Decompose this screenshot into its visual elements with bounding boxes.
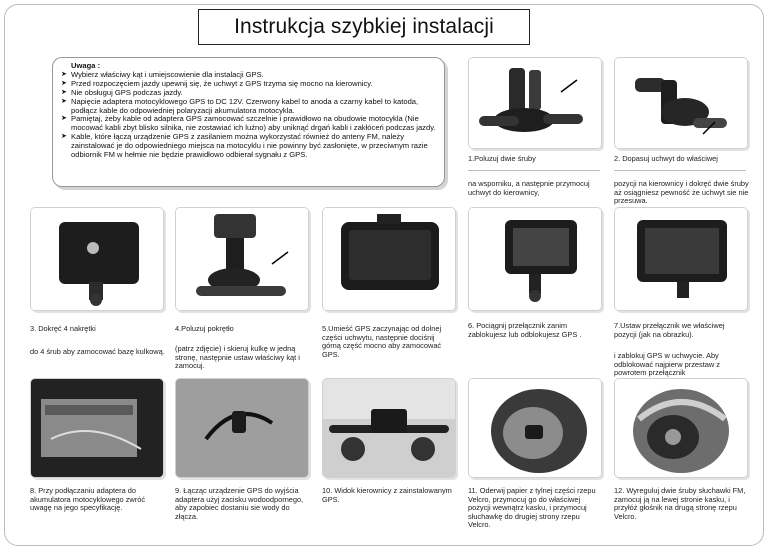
warning-box (52, 57, 445, 187)
photo-step-5-gps-unit (322, 207, 456, 311)
caption-step-1: 1.Poluzuj dwie śruby (468, 154, 536, 163)
page-title: Instrukcja szybkiej instalacji (198, 9, 530, 45)
bullet-arrow-icon: ➤ (61, 88, 67, 96)
warning-item: ➤ Napięcie adaptera motocyklowego GPS to DC 12V. Czerwony kabel to anoda a czarny kabel to katoda, podłącz kable do odpowiedniej polaryzacji akumulatora motocykla. (61, 96, 419, 115)
warning-item: ➤ Kable, które łączą urządzenie GPS z zasilaniem można wykorzystać również do anteny FM, należy zainstalować je do odpowiedniego miejsca na motocyklu i nie powinny być zasłonięte, w przeciwnym razie odbiornik FM w hełmie nie będzie prawidłowo odbierał sygnału z GPS. (61, 132, 428, 160)
photo-step-9-connector (175, 378, 309, 478)
photo-step-6-switch (468, 207, 602, 311)
caption-step-4: 4.Poluzuj pokrętło (175, 324, 234, 333)
caption-step-2: 2. Dopasuj uchwyt do właściwej (614, 154, 718, 163)
caption-step-8: 8. Przy podłączaniu adaptera do akumulatora motocyklowego zwróć uwagę na jego specyfikację. (30, 486, 146, 513)
photo-step-12-helmet-speaker (614, 378, 748, 478)
photo-step-11-helmet (468, 378, 602, 478)
photo-step-7-locked (614, 207, 748, 311)
photo-step-2-bracket (614, 57, 748, 149)
divider (468, 170, 600, 171)
caption-step-4-continued: (patrz zdjęcie) i skieruj kulkę w jedną stronę, następnie ustaw właściwy kąt i zamocuj. (175, 344, 300, 371)
caption-step-7: 7.Ustaw przełącznik we właściwej pozycji (jak na obrazku). (614, 321, 725, 339)
caption-step-3: 3. Dokręć 4 nakrętki (30, 324, 96, 333)
warning-item: ➤ Pamiętaj, żeby kable od adaptera GPS zamocować szczelnie i prawidłowo na obudowie motocykla (Nie mocować kabli zbyt blisko silnika, nie zostawiać ich luźno) aby uniknąć drgań kabli i zakłóceń podczas jazdy. (61, 114, 436, 133)
caption-step-1-continued: na wsporniku, a następnie przymocuj uchwyt do kierownicy, (468, 179, 590, 197)
bullet-arrow-icon: ➤ (61, 133, 67, 141)
bullet-arrow-icon: ➤ (61, 97, 67, 105)
caption-step-7-continued: i zablokuj GPS w uchwycie. Aby odblokować najpierw przestaw z powrotem przełącznik (614, 351, 720, 378)
bullet-arrow-icon: ➤ (61, 79, 67, 87)
photo-step-4-knob (175, 207, 309, 311)
photo-step-3-ball-mount (30, 207, 164, 311)
warning-item: ➤ Nie obsługuj GPS podczas jazdy. (61, 87, 183, 97)
caption-step-3-continued: do 4 śrub aby zamocować bazę kulkową. (30, 347, 165, 356)
divider (614, 170, 746, 171)
photo-step-1-bracket (468, 57, 602, 149)
bullet-arrow-icon: ➤ (61, 115, 67, 123)
caption-step-2-continued: pozycji na kierownicy i dokręć dwie śruby aż osiągniesz pewność że uchwyt sie nie przesuwa. (614, 179, 749, 206)
caption-step-10: 10. Widok kierownicy z zainstalowanym GPS. (322, 486, 452, 504)
caption-step-5: 5.Umieść GPS zaczynając od dolnej części uchwytu, następnie dociśnij górną część mocno aby zamocować GPS. (322, 324, 442, 359)
photo-step-8-battery (30, 378, 164, 478)
caption-step-11: 11. Oderwij papier z tylnej części rzepu Velcro, przymocuj go do właściwej pozycji wewnątrz kasku, i przymocuj słuchawkę do drugiej strony rzepu Velcro. (468, 486, 596, 530)
bullet-arrow-icon: ➤ (61, 70, 67, 78)
caption-step-12: 12. Wyreguluj dwie śruby słuchawki FM, zamocuj ją na lewej stronie kasku, i przyłóż głośnik na drugą stronę rzepu Velcro. (614, 486, 746, 521)
warning-item: ➤ Przed rozpoczęciem jazdy upewnij się, że uchwyt z GPS trzyma się mocno na kierownicy. (61, 78, 373, 88)
warning-item: ➤ Wybierz właściwy kąt i umiejscowienie dla instalacji GPS. (61, 69, 264, 79)
caption-step-6: 6. Pociągnij przełącznik zanim zablokujesz lub odblokujesz GPS . (468, 321, 582, 339)
caption-step-9: 9. Łącząc urządzenie GPS do wyjścia adaptera użyj zacisku wodoodpornego, aby zapobiec dostaniu sie wody do złącza. (175, 486, 304, 521)
photo-step-10-handlebar (322, 378, 456, 478)
warning-heading: Uwaga : (71, 61, 101, 70)
